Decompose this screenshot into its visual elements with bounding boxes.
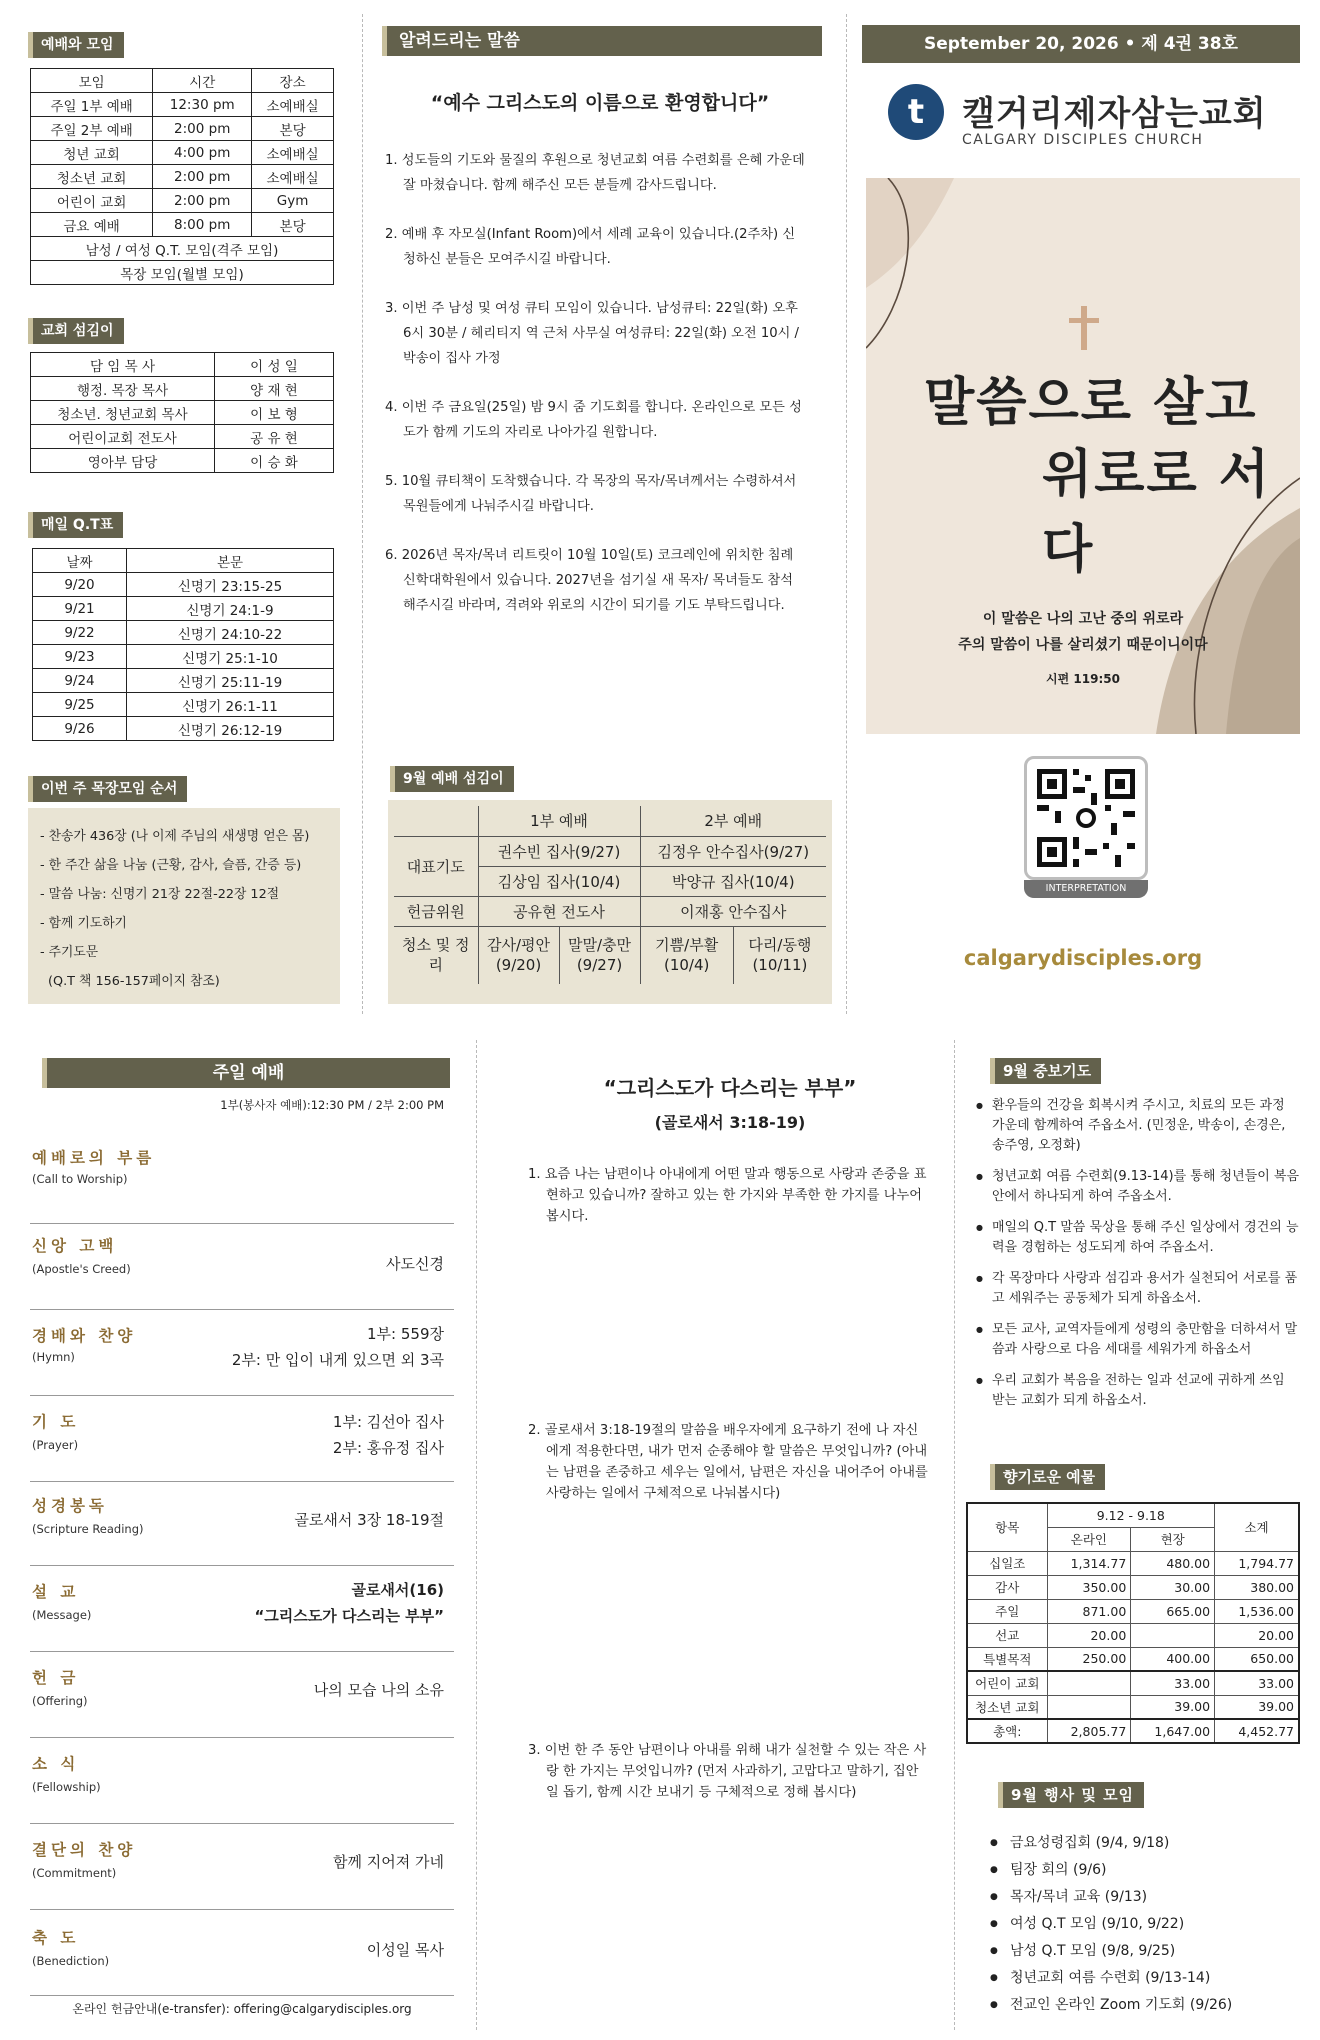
- table-header: 날짜: [33, 549, 127, 573]
- table-row: 특별목적 250.00 400.00 650.00: [967, 1647, 1299, 1671]
- offering-table: [966, 1502, 1300, 1744]
- issue-date-bar: September 20, 2026 • 제 4권 38호: [862, 25, 1300, 63]
- cover-verse-reference: 시편 119:50: [1046, 672, 1120, 686]
- list-item: ● 전교인 온라인 Zoom 기도회 (9/26): [990, 1992, 1300, 2019]
- online-offering-note: 온라인 헌금안내(e-transfer): offering@calgarydisciples.org: [72, 2002, 412, 2016]
- worship-meetings-tag: 예배와 모임: [28, 32, 124, 58]
- table-row: 9/25 신명기 26:1-11: [33, 693, 334, 717]
- mokjang-tag: 이번 주 목장모임 순서: [28, 776, 187, 802]
- sermon-question: 1. 요즘 나는 남편이나 아내에게 어떤 말과 행동으로 사랑과 존중을 표현하고 있습니까? 잘하고 있는 한 가지와 부족한 한 가지를 나누어 봅시다.: [528, 1167, 927, 1224]
- table-row: 목장 모임(월별 모임): [31, 261, 334, 285]
- church-name-korean: 캘거리제자삼는교회: [962, 94, 1267, 134]
- church-logo-mark: t: [907, 92, 925, 132]
- service-order-item: 경배와 찬양 (Hymn) 1부: 559장 2부: 만 입이 내게 있으면 외 3곡: [30, 1310, 454, 1396]
- cover-artwork: [866, 178, 1300, 734]
- table-row: 청소년. 청년교회 목사 이 보 형: [31, 401, 334, 425]
- list-item: ● 목자/목녀 교육 (9/13): [990, 1884, 1300, 1911]
- qr-code-label: INTERPRETATION: [1024, 880, 1148, 898]
- service-order-item: 신앙 고백 (Apostle's Creed) 사도신경: [30, 1224, 454, 1310]
- servants-tag: 교회 섬김이: [28, 318, 124, 344]
- table-row: 담 임 목 사 이 성 일: [31, 353, 334, 377]
- list-item: ● 청년교회 여름 수련회 (9/13-14): [990, 1965, 1300, 1992]
- announcements-list: [385, 148, 805, 642]
- table-row: 항목 9.12 - 9.18 소계: [967, 1503, 1299, 1527]
- table-header: 본문: [127, 549, 334, 573]
- list-item: 3. 이번 주 남성 및 여성 큐티 모임이 있습니다. 남성큐티: 22일(화) 오후 6시 30분 / 헤리티지 역 근처 사무실 여성큐티: 22일(화) 오전 10시 / 박송이 집사 가정: [385, 301, 799, 366]
- list-item: - 한 주간 삶을 나눔 (근황, 감사, 슬픔, 간증 등): [40, 858, 302, 873]
- servants-table: [30, 352, 334, 473]
- table-row: 9/23 신명기 25:1-10: [33, 645, 334, 669]
- list-item: - 주기도문: [40, 945, 99, 960]
- table-row: 십일조 1,314.77 480.00 1,794.77: [967, 1551, 1299, 1575]
- table-row: 어린이 교회 2:00 pm Gym: [31, 189, 334, 213]
- table-row: 선교 20.00 20.00: [967, 1623, 1299, 1647]
- table-header: 장소: [252, 69, 334, 93]
- table-row: 감사 350.00 30.00 380.00: [967, 1575, 1299, 1599]
- sunday-service-title: 주일 예배: [42, 1058, 450, 1088]
- sermon-scripture: (골로새서 3:18-19): [654, 1113, 806, 1132]
- list-item: 4. 이번 주 금요일(25일) 밤 9시 줌 기도회를 합니다. 온라인으로 모든 성도가 함께 기도의 자리로 나아가길 원합니다.: [385, 400, 802, 440]
- list-item: ● 여성 Q.T 모임 (9/10, 9/22): [990, 1911, 1300, 1938]
- list-item: ● 환우들의 건강을 회복시켜 주시고, 치료의 모든 과정 가운데 함께하여 주옵소서. (민정운, 박송이, 손경은, 송주영, 오정화): [976, 1096, 1300, 1156]
- daily-qt-tag: 매일 Q.T표: [28, 512, 123, 538]
- table-row: 9/26 신명기 26:12-19: [33, 717, 334, 741]
- table-row: 청년 교회 4:00 pm 소예배실: [31, 141, 334, 165]
- list-item: ● 매일의 Q.T 말씀 묵상을 통해 주신 일상에서 경건의 능력을 경험하는 성도되게 하여 주옵소서.: [976, 1218, 1300, 1258]
- table-row: 금요 예배 8:00 pm 본당: [31, 213, 334, 237]
- table-row: 주일 871.00 665.00 1,536.00: [967, 1599, 1299, 1623]
- list-item: - 찬송가 436장 (나 이제 주님의 새생명 얻은 몸): [40, 829, 310, 844]
- table-row: 대표기도 권수빈 집사(9/27) 김정우 안수집사(9/27): [394, 836, 826, 866]
- service-order-item: 축 도 (Benediction) 이성일 목사: [30, 1910, 454, 1996]
- sept-service-table: [394, 806, 826, 984]
- list-item: ● 팀장 회의 (9/6): [990, 1857, 1300, 1884]
- list-item: (Q.T 책 156-157페이지 참조): [48, 974, 220, 989]
- list-item: ● 모든 교사, 교역자들에게 성령의 충만함을 더하셔서 말씀과 사랑으로 다음 세대를 세워가게 하옵소서: [976, 1320, 1300, 1360]
- qr-code[interactable]: [1024, 756, 1148, 880]
- offering-tag: 향기로운 예물: [990, 1464, 1105, 1490]
- announcements-tag: 알려드리는 말씀: [382, 26, 822, 56]
- service-order-item: 소 식 (Fellowship): [30, 1738, 454, 1824]
- table-row: 9/24 신명기 25:11-19: [33, 669, 334, 693]
- list-item: 1. 성도들의 기도와 물질의 후원으로 청년교회 여름 수련회를 은혜 가운데 잘 마쳤습니다. 함께 해주신 모든 분들께 감사드립니다.: [385, 153, 805, 193]
- prayer-tag: 9월 중보기도: [990, 1058, 1101, 1084]
- events-list: [990, 1830, 1300, 2019]
- table-row: 청소년 교회 39.00 39.00: [967, 1695, 1299, 1719]
- service-order-item: 기 도 (Prayer) 1부: 김선아 집사 2부: 홍유정 집사: [30, 1396, 454, 1482]
- table-header: 시간: [153, 69, 252, 93]
- table-row: 온라인 현장: [967, 1527, 1299, 1551]
- table-row: 행정. 목장 목사 양 재 현: [31, 377, 334, 401]
- cover-title-line1: 말씀으로 살고: [924, 373, 1258, 433]
- church-name-english: CALGARY DISCIPLES CHURCH: [962, 132, 1204, 148]
- sunday-service-times: 1부(봉사자 예배):12:30 PM / 2부 2:00 PM: [220, 1098, 444, 1112]
- table-row: 주일 1부 예배 12:30 pm 소예배실: [31, 93, 334, 117]
- list-item: - 말씀 나눔: 신명기 21장 22절-22장 12절: [40, 887, 280, 902]
- list-item: 2. 예배 후 자모실(Infant Room)에서 세례 교육이 있습니다.(2주차) 신청하신 분들은 모여주시길 바랍니다.: [385, 227, 796, 267]
- table-row: 어린이교회 전도사 공 유 현: [31, 425, 334, 449]
- mokjang-list: [40, 822, 340, 996]
- fold-line: [954, 1040, 955, 2030]
- list-item: ● 금요성령집회 (9/4, 9/18): [990, 1830, 1300, 1857]
- table-row: 남성 / 여성 Q.T. 모임(격주 모임): [31, 237, 334, 261]
- list-item: 6. 2026년 목자/목녀 리트릿이 10월 10일(토) 코크레인에 위치한 침례신학대학원에서 있습니다. 2027년을 섬기실 새 목자/ 목녀들도 참석해주시길 바라며, 격려와 위로의 시간이 되기를 기도 부탁드립니다.: [385, 548, 794, 613]
- cover-title-line2: 위로로 서다: [1042, 445, 1272, 580]
- sermon-title: “그리스도가 다스리는 부부”: [603, 1076, 857, 1100]
- worship-meetings-table: [30, 68, 334, 285]
- table-row: 청소 및 정리 감사/평안 (9/20) 말말/충만 (9/27) 기쁨/부활 (10/4) 다리/동행 (10/11): [394, 926, 826, 984]
- prayer-list: [976, 1096, 1300, 1422]
- sept-service-tag: 9월 예배 섬김이: [390, 766, 514, 792]
- table-row: 헌금위원 공유현 전도사 이재홍 안수집사: [394, 896, 826, 926]
- table-row: 주일 2부 예배 2:00 pm 본당: [31, 117, 334, 141]
- table-row: 1부 예배 2부 예배: [394, 806, 826, 836]
- sermon-question: 3. 이번 한 주 동안 남편이나 아내를 위해 내가 실천할 수 있는 작은 사랑 한 가지는 무엇입니까? (먼저 사과하기, 고맙다고 말하기, 집안일 돕기, 함께 시간 보내기 등 구체적으로 정해 봅시다): [528, 1743, 927, 1800]
- list-item: - 함께 기도하기: [40, 916, 127, 931]
- qr-code-icon: [1027, 759, 1145, 877]
- list-item: 5. 10월 큐티책이 도착했습니다. 각 목장의 목자/목녀께서는 수령하셔서 목원들에게 나눠주시길 바랍니다.: [385, 474, 797, 514]
- service-order-item: 설 교 (Message) 골로새서(16) “그리스도가 다스리는 부부”: [30, 1566, 454, 1652]
- daily-qt-table: [32, 548, 334, 741]
- table-row: 청소년 교회 2:00 pm 소예배실: [31, 165, 334, 189]
- service-order-item: 결단의 찬양 (Commitment) 함께 지어져 가네: [30, 1824, 454, 1910]
- sermon-question: 2. 골로새서 3:18-19절의 말씀을 배우자에게 요구하기 전에 나 자신에게 적용한다면, 내가 먼저 순종해야 할 말씀은 무엇입니까? (아내는 남편을 존중하고 세우는 일에서, 남편은 자신을 내어주어 아내를 사랑하는 일에서 구체적으로 나눠봅시다): [528, 1423, 928, 1501]
- table-row: 총액: 2,805.77 1,647.00 4,452.77: [967, 1719, 1299, 1743]
- service-order-item: 헌 금 (Offering) 나의 모습 나의 소유: [30, 1652, 454, 1738]
- table-row: 9/22 신명기 24:10-22: [33, 621, 334, 645]
- table-header: 모임: [31, 69, 153, 93]
- table-row: 영아부 담당 이 승 화: [31, 449, 334, 473]
- cover-verse: 이 말씀은 나의 고난 중의 위로라 주의 말씀이 나를 살리셨기 때문이니이다: [958, 611, 1208, 653]
- list-item: ● 청년교회 여름 수련회(9.13-14)를 통해 청년들이 복음 안에서 하나되게 하여 주옵소서.: [976, 1167, 1300, 1207]
- church-logo: [888, 84, 944, 140]
- fold-line: [476, 1040, 477, 2030]
- list-item: ● 각 목장마다 사랑과 섬김과 용서가 실천되어 서로를 품고 세워주는 공동체가 되게 하옵소서.: [976, 1269, 1300, 1309]
- announcements-title: “예수 그리스도의 이름으로 환영합니다”: [430, 92, 770, 114]
- service-order-item: 성경봉독 (Scripture Reading) 골로새서 3장 18-19절: [30, 1482, 454, 1566]
- events-tag: 9월 행사 및 모임: [998, 1782, 1144, 1808]
- list-item: ● 우리 교회가 복음을 전하는 일과 선교에 귀하게 쓰임 받는 교회가 되게 하옵소서.: [976, 1371, 1300, 1411]
- website-link[interactable]: calgarydisciples.org: [963, 946, 1203, 970]
- table-row: 김상임 집사(10/4) 박양규 집사(10/4): [394, 866, 826, 896]
- table-row: 9/21 신명기 24:1-9: [33, 597, 334, 621]
- service-order-item: 예배로의 부름 (Call to Worship): [30, 1140, 454, 1224]
- list-item: ● 남성 Q.T 모임 (9/8, 9/25): [990, 1938, 1300, 1965]
- fold-line: [846, 14, 847, 1014]
- fold-line: [362, 14, 363, 1014]
- table-row: 어린이 교회 33.00 33.00: [967, 1671, 1299, 1695]
- table-row: 9/20 신명기 23:15-25: [33, 573, 334, 597]
